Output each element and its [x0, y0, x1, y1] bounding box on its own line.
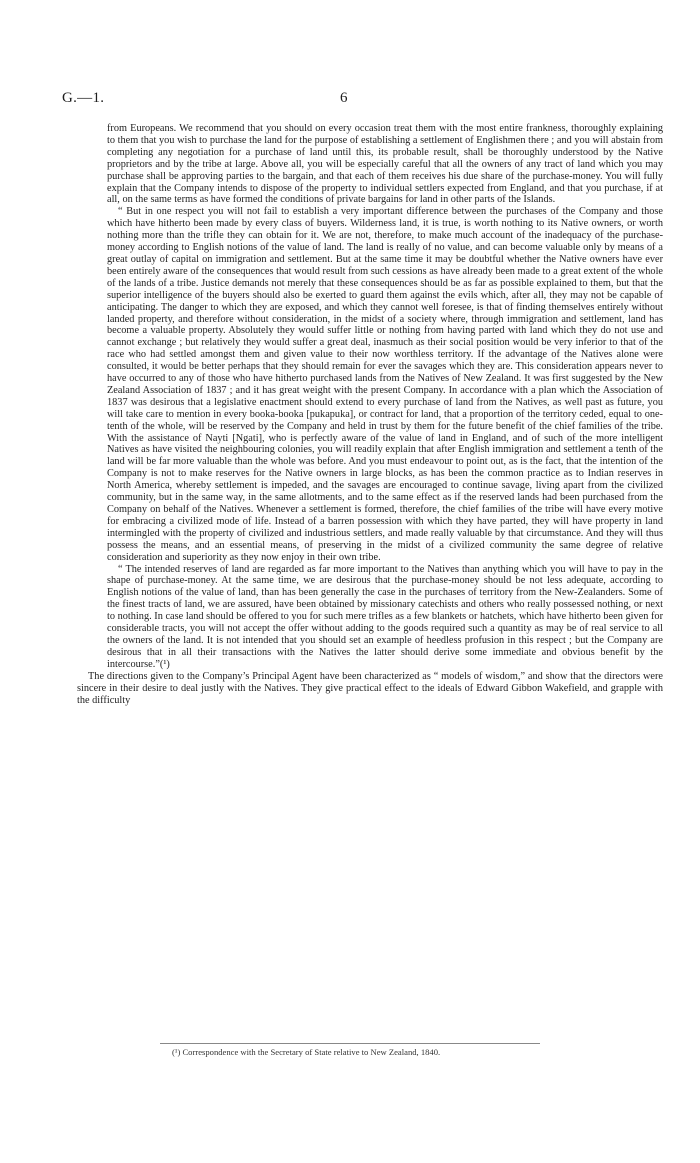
body-text [77, 123, 663, 706]
paragraph-purchase-money: “ The intended reserves of land are regarded as far more important to the Natives than anything which you will have to pay in the shape of purchase-money. At the same time, we are desirous that the purchase-money should be not less adequate, according to English notions of the value of land, than has been generally the case in the purchases of territory from the New-Zealanders. Some of the finest tracts of land, we are assured, have been obtained by missionary catechists and others who really possessed nothing, or next to nothing. In case land should be offered to you for such mere trifles as a few blankets or hatchets, which have hitherto been given for considerable tracts, you will not accept the offer without adding to the goods required such a quantity as may be of real service to all the owners of the land. It is not intended that you should set an example of heedless profusion in this respect ; but the Company are desirous that in all their transactions with the Natives the latter should derive some immediate and obvious benefit by the intercourse.”(¹) [107, 563, 663, 670]
paragraph-continuation: from Europeans. We recommend that you should on every occasion treat them with the most entire frankness, thoroughly explaining to them that you wish to purchase the land for the purpose of establishing a settlement of Englishmen there ; and you will abstain from completing any negotiation for a purchase of land until this, its probable result, shall be thoroughly understood by the Native proprietors and by the tribe at large. Above all, you will be especially careful that all the owners of any tract of land which you may purchase shall be approving parties to the bargain, and that each of them receives his due share of the purchase-money. You will fully explain that the Company intends to dispose of the property to individual settlers expected from England, and that you purchase, if at all, on the same terms as have formed the conditions of private bargains for land in other parts of the Islands. [107, 123, 663, 206]
page-number: 6 [340, 90, 348, 106]
document-reference: G.—1. [62, 90, 105, 106]
page-header [0, 90, 700, 112]
footnote-divider [160, 1043, 540, 1044]
paragraph-narrative: The directions given to the Company’s Principal Agent have been characterized as “ models of wisdom,” and show that the directors were sincere in their desire to deal justly with the Natives. They give practical effect to the ideals of Edward Gibbon Wakefield, and grapple with the difficulty [77, 670, 663, 706]
paragraph-reserves: “ But in one respect you will not fail to establish a very important difference between the purchases of the Company and those which have hitherto been made by every class of buyers. Wilderness land, it is true, is worth nothing to its Native owners, or worth nothing more than the trifle they can obtain for it. We are not, therefore, to make much account of the inadequacy of the purchase-money according to English notions of the value of land. The land is really of no value, and can become valuable only by means of a great outlay of capital on immigration and settlement. But at the same time it may be doubtful whether the Native owners have ever been entirely aware of the consequences that would result from such cessions as have already been made to a great extent of the whole of the lands of a tribe. Justice demands not merely that these consequences should be as far as possible explained to them, but that the superior intelligence of the buyers should also be exerted to guard them against the evils which, after all, they may not be capable of anticipating. The danger to which they are exposed, and which they cannot well foresee, is that of finding themselves entirely without landed property, and therefore without consideration, in the midst of a society where, through immigration and settlement, land has become a valuable property. Absolutely they would suffer little or nothing from having parted with land which they do not use and cannot exchange ; but relatively they would suffer a great deal, inasmuch as their social position would be very inferior to that of the race who had settled amongst them and given value to their now worthless territory. If the advantage of the Natives alone were consulted, it would be better perhaps that they should remain for ever the savages which they are. This consideration appears never to have occurred to any of those who have hitherto purchased lands from the Natives of New Zealand. It was first suggested by the New Zealand Association of 1837 ; and it has great weight with the present Company. In accordance with a plan which the Association of 1837 was desirous that a legislative enactment should extend to every purchase of land from the Natives, as well past as future, you will take care to mention in every booka-booka [pukapuka], or contract for land, that a proportion of the territory ceded, equal to one-tenth of the whole, will be reserved by the Company and held in trust by them for the future benefit of the chief families of the tribe. With the assistance of Nayti [Ngati], who is perfectly aware of the value of land in England, and of such of the more intelligent Natives as have visited the neighbouring colonies, you will readily explain that after English immigration and settlement a tenth of the land will be far more valuable than the whole was before. And you must endeavour to point out, as is the fact, that the intention of the Company is not to make reserves for the Native owners in large blocks, as has been the common practice as to Indian reserves in North America, whereby settlement is impeded, and the savages are encouraged to continue savage, living apart from the civilized community, but in the same way, in the same allotments, and to the same effect as if the reserved lands had been purchased from the Company on behalf of the Natives. Whenever a settlement is formed, therefore, the chief families of the tribe will have every motive for embracing a civilized mode of life. Instead of a barren possession with which they have parted, they will have property in land intermingled with the property of civilized and industrious settlers, and made really valuable by that circumstance. And they will thus possess the means, and an essential means, of preserving in the midst of a civilized community the same degree of relative consideration and superiority as they now enjoy in their own tribe. [107, 206, 663, 563]
footnote: (¹) Correspondence with the Secretary of State relative to New Zealand, 1840. [172, 1047, 441, 1057]
